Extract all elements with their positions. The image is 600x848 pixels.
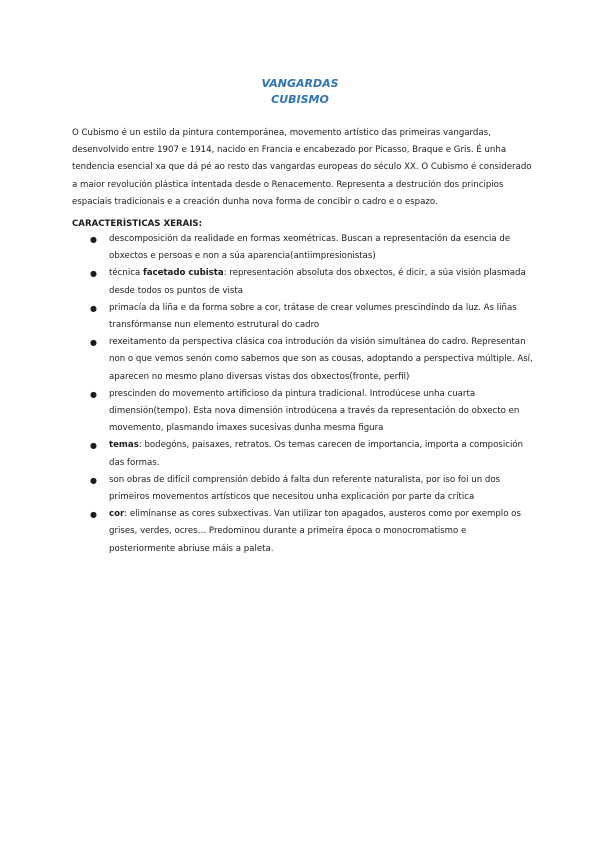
list-item: ● rexeitamento da perspectiva clásica coa introdución da visión simultánea do cadro. Representan non o que vemos senón como sabemos que son as cousas, adoptando a perspectiva múltiple. Así, aparecen no mesmo plano diversas vistas dos obxectos(fronte, perfil) bbox=[90, 334, 535, 386]
title-line-vangardas: VANGARDAS bbox=[261, 77, 339, 90]
list-item: ● descomposición da realidade en formas xeométricas. Buscan a representación da esencia de obxectos e persoas e non a súa aparencia(antiimpresionistas) bbox=[90, 231, 535, 265]
list-item: ● cor: elimínanse as cores subxectivas. Van utilizar ton apagados, austeros como por exemplo os grises, verdes, ocres… Predominou durante a primeira época o monocromatismo e posteriormente abriuse máis a paleta. bbox=[90, 506, 535, 558]
intro-paragraph: O Cubismo é un estilo da pintura contemporánea, movemento artístico das primeiras vangardas, desenvolvido entre 1907 e 1914, nacido en Francia e encabezado por Picasso, Braque e Gris. É unha tendencia esencial xa que dá pé ao resto das vangardas europeas do século XX. O Cubismo é considerado a maior revolución plástica intentada desde o Renacemento. Representa a destrución dos principios espaciais tradicionais e a creación dunha nova forma de concibir o cadro e o espazo. bbox=[72, 128, 532, 207]
characteristics-list bbox=[90, 231, 535, 558]
bullet-icon: ● bbox=[90, 441, 97, 451]
bold-term: facetado cubista bbox=[142, 268, 224, 279]
bold-term: temas bbox=[109, 440, 139, 451]
bullet-icon: ● bbox=[90, 303, 97, 313]
list-item: ● son obras de difícil comprensión debido á falta dun referente naturalista, por iso foi un dos primeiros movementos artísticos que necesitou unha explicación por parte da crítica bbox=[90, 472, 535, 506]
list-item: ● prescinden do movemento artificioso da pintura tradicional. Introdúcese unha cuarta dimensión(tempo). Esta nova dimensión introdúcena a través da representación do obxecto en movemento, plasmando imaxes sucesivas dunha mesma figura bbox=[90, 386, 535, 438]
bullet-icon: ● bbox=[90, 338, 97, 348]
title-line-cubismo: CUBISMO bbox=[271, 93, 329, 106]
bullet-icon: ● bbox=[90, 269, 97, 279]
bullet-icon: ● bbox=[90, 389, 97, 399]
list-item: ● técnica facetado cubista: representación absoluta dos obxectos, é dicir, a súa visión plasmada desde todos os puntos de vista bbox=[90, 265, 535, 299]
list-item: ● temas: bodegóns, paisaxes, retratos. Os temas carecen de importancia, importa a composición das formas. bbox=[90, 437, 535, 471]
bullet-icon: ● bbox=[90, 475, 97, 485]
bullet-icon: ● bbox=[90, 510, 97, 520]
document-title bbox=[0, 76, 600, 108]
section-heading: CARACTERÍSTICAS XERAIS: bbox=[72, 219, 203, 229]
bullet-icon: ● bbox=[90, 235, 97, 244]
bold-term: cor bbox=[109, 509, 125, 520]
list-item: ● primacía da liña e da forma sobre a cor, trátase de crear volumes prescindindo da luz. As liñas transfórmanse nun elemento estrutural do cadro bbox=[90, 300, 535, 334]
